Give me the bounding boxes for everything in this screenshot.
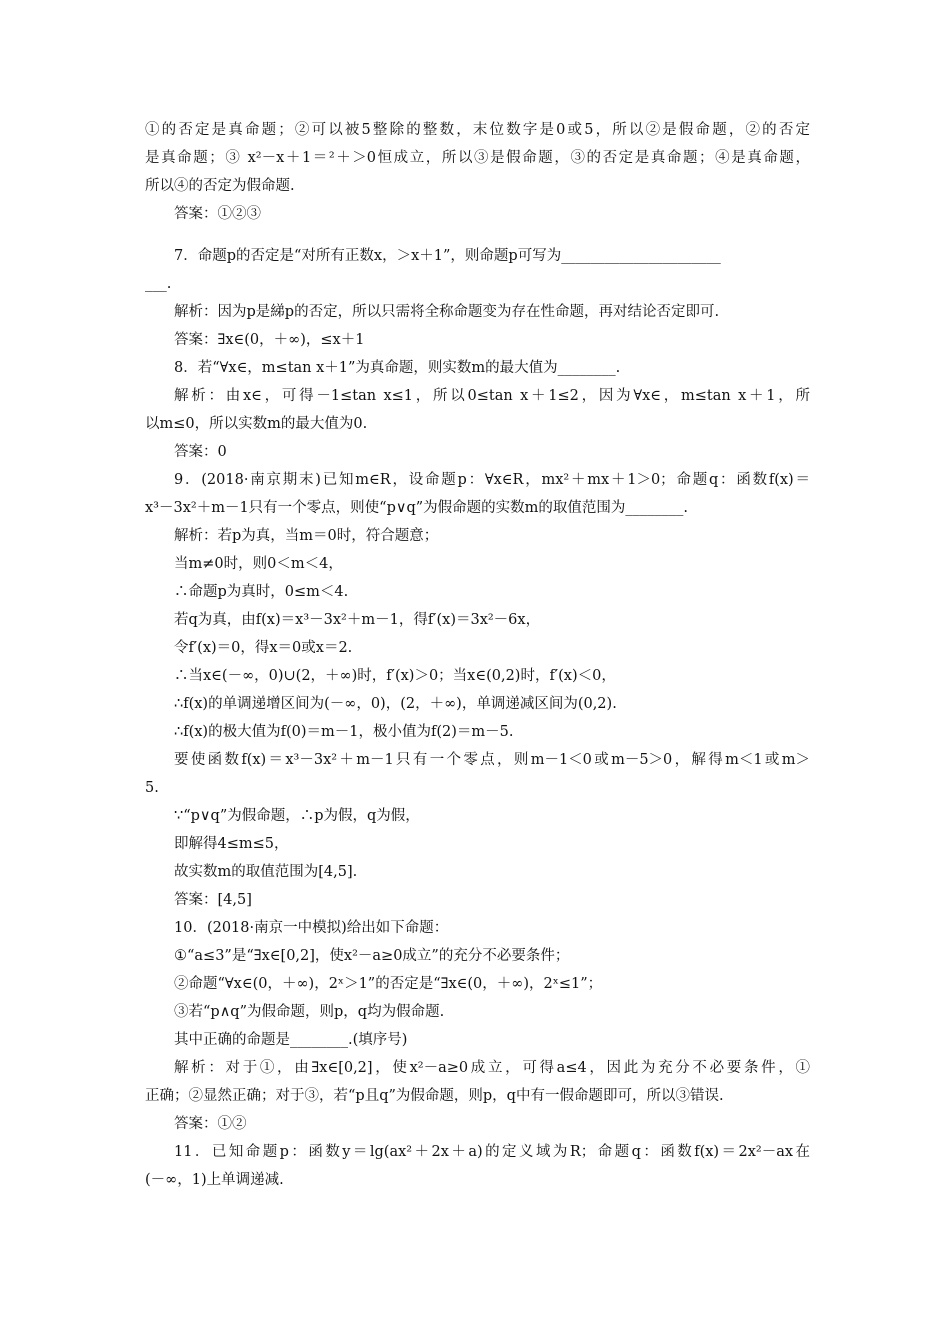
text-line: 10．(2018·南京一中模拟)给出如下命题： bbox=[174, 920, 449, 936]
text-line: (－∞，1)上单调递减. bbox=[145, 1172, 284, 1188]
text-line: 以m≤0，所以实数m的最大值为0. bbox=[145, 416, 368, 432]
text-line: ②命题“∀x∈(0，＋∞)，2ˣ＞1”的否定是“∃x∈(0，＋∞)，2ˣ≤1”； bbox=[174, 976, 603, 992]
text-line: ___. bbox=[145, 276, 172, 292]
text-line: ①的否定是真命题；②可以被5整除的整数，末位数字是0或5，所以②是假命题，②的否定 bbox=[145, 122, 810, 138]
text-line: 正确；②显然正确；对于③，若“p且q”为假命题，则p，q中有一假命题即可，所以③错误. bbox=[145, 1088, 724, 1104]
text-line: ①“a≤3”是“∃x∈[0,2]，使x²－a≥0成立”的充分不必要条件； bbox=[174, 948, 570, 964]
text-line: 9．(2018·南京期末)已知m∈R，设命题p：∀x∈R，mx²＋mx＋1＞0；命题q：函数f(x)＝ bbox=[174, 472, 810, 488]
document-page bbox=[145, 116, 810, 1194]
text-line: 若q为真，由f(x)＝x³－3x²＋m－1，得f′(x)＝3x²－6x， bbox=[174, 612, 541, 628]
text-line: 是真命题；③ x²－x＋1＝²＋＞0恒成立，所以③是假命题，③的否定是真命题；④是真命题， bbox=[145, 150, 810, 166]
text-line: 7．命题p的否定是“对所有正数x，＞x＋1”，则命题p可写为______________________ bbox=[174, 248, 721, 264]
text-line: 当m≠0时，则0＜m＜4， bbox=[174, 556, 343, 572]
text-line: 5. bbox=[145, 780, 159, 796]
text-line: x³－3x²＋m－1只有一个零点，则使“p∨q”为假命题的实数m的取值范围为________. bbox=[145, 500, 689, 516]
text-line: 故实数m的取值范围为[4,5]. bbox=[174, 864, 358, 880]
text-line: 答案：∃x∈(0，＋∞)，≤x＋1 bbox=[174, 332, 365, 348]
text-line: 答案：①② bbox=[174, 1116, 247, 1132]
text-line: 解析：若p为真，当m＝0时，符合题意； bbox=[174, 528, 439, 544]
text-line: 11．已知命题p：函数y＝lg(ax²＋2x＋a)的定义域为R；命题q：函数f(x)＝2x²－ax在 bbox=[174, 1144, 810, 1160]
text-line: 解析：因为p是綈p的否定，所以只需将全称命题变为存在性命题，再对结论否定即可. bbox=[174, 304, 720, 320]
text-line: 令f′(x)＝0，得x＝0或x＝2. bbox=[174, 640, 353, 656]
text-line: 解析：对于①，由∃x∈[0,2]，使x²－a≥0成立，可得a≤4，因此为充分不必要条件，① bbox=[174, 1060, 810, 1076]
text-line: 答案：①②③ bbox=[174, 206, 261, 222]
text-line: 即解得4≤m≤5， bbox=[174, 836, 289, 852]
text-line: 答案：0 bbox=[174, 444, 227, 460]
text-line: 要使函数f(x)＝x³－3x²＋m－1只有一个零点，则m－1＜0或m－5＞0，解得m＜1或m＞ bbox=[174, 752, 810, 768]
text-line: 8．若“∀x∈，m≤tan x＋1”为真命题，则实数m的最大值为________. bbox=[174, 360, 621, 376]
text-line: ∴命题p为真时，0≤m＜4. bbox=[174, 584, 349, 600]
text-line: ∴f(x)的单调递增区间为(－∞，0)，(2，＋∞)，单调递减区间为(0,2). bbox=[174, 696, 617, 712]
text-line: ∵“p∨q”为假命题，∴p为假，q为假， bbox=[174, 808, 420, 824]
text-line: ③若“p∧q”为假命题，则p，q均为假命题. bbox=[174, 1004, 445, 1020]
text-line: 其中正确的命题是________.(填序号) bbox=[174, 1032, 408, 1048]
text-line: 解析：由x∈，可得－1≤tan x≤1，所以0≤tan x＋1≤2，因为∀x∈，m≤tan x＋1，所 bbox=[174, 388, 810, 404]
text-line: 所以④的否定为假命题. bbox=[145, 178, 295, 194]
text-line: ∴当x∈(－∞，0)∪(2，＋∞)时，f′(x)＞0；当x∈(0,2)时，f′(x)＜0， bbox=[174, 668, 616, 684]
text-line: 答案：[4,5] bbox=[174, 892, 252, 908]
text-line: ∴f(x)的极大值为f(0)＝m－1，极小值为f(2)＝m－5. bbox=[174, 724, 514, 740]
